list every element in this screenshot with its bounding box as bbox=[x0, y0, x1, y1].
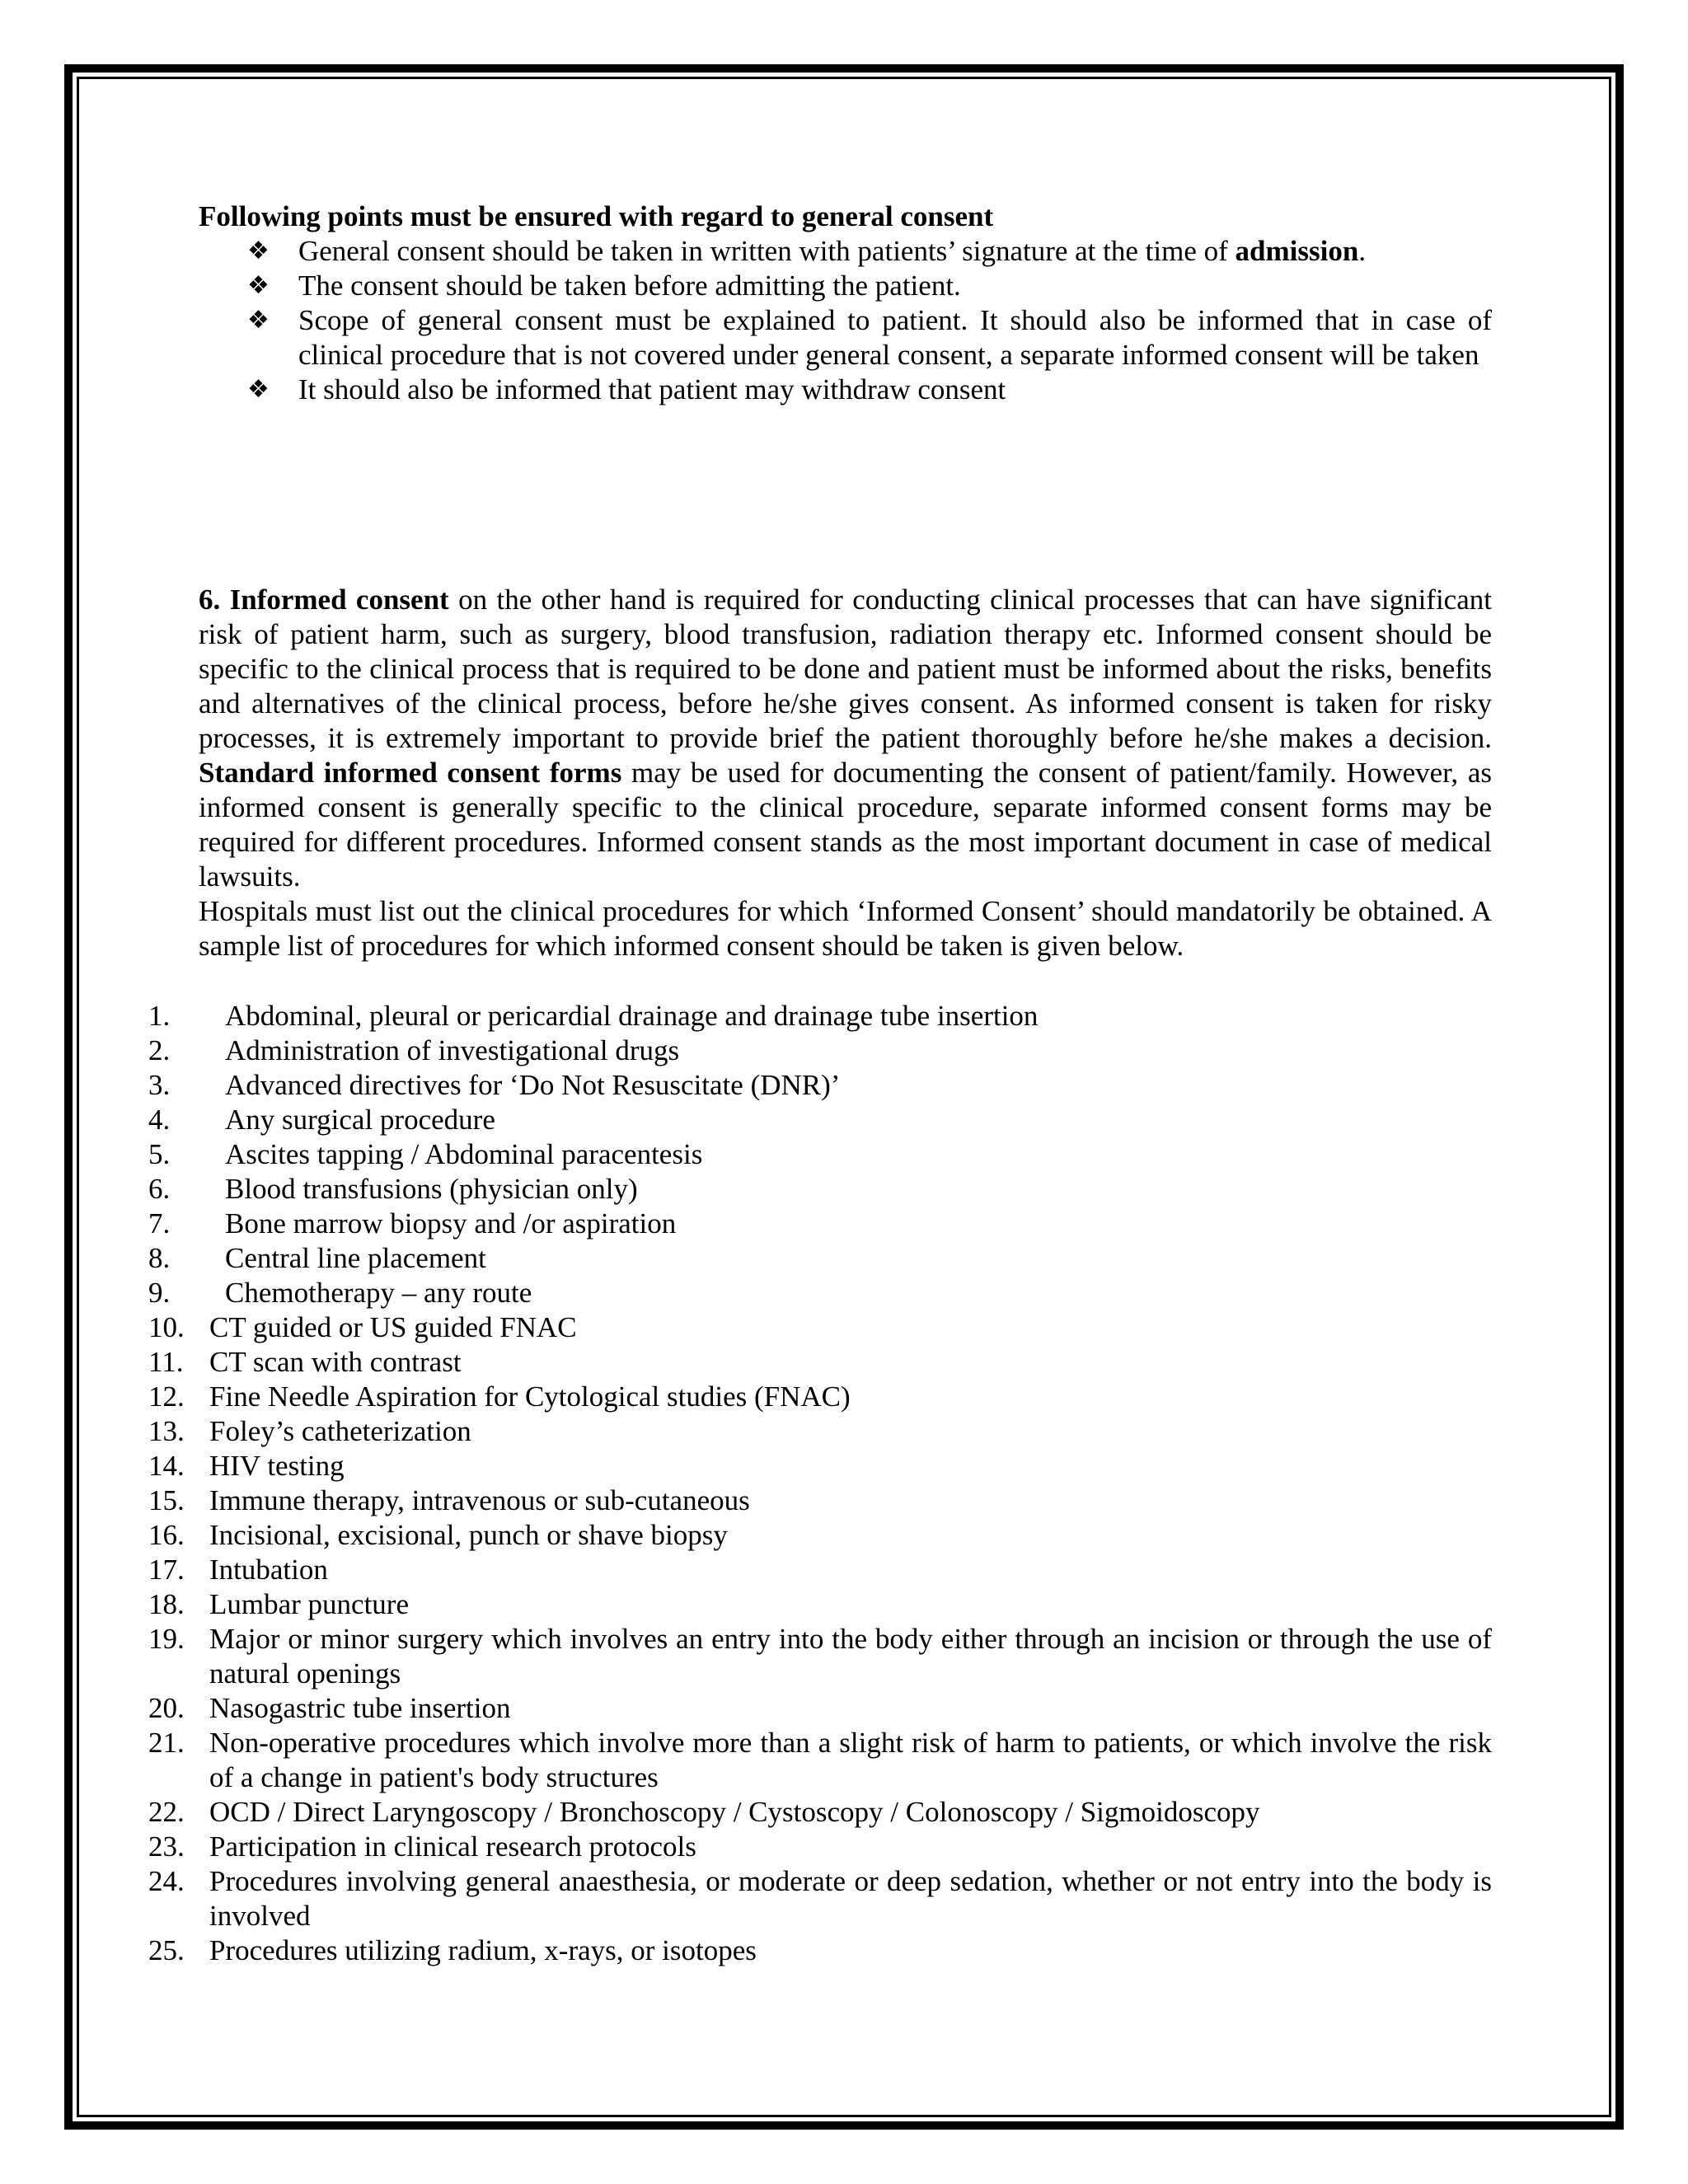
list-item-number: 16. bbox=[148, 1519, 185, 1551]
list-item bbox=[148, 1518, 1492, 1553]
list-item-number: 14. bbox=[148, 1450, 185, 1482]
four-diamond-bullet-icon: ❖ bbox=[247, 306, 270, 335]
list-item-text: Ascites tapping / Abdominal paracentesis bbox=[225, 1138, 703, 1170]
list-item bbox=[148, 1172, 1492, 1207]
list-item-text: CT scan with contrast bbox=[209, 1346, 462, 1378]
list-item-text: Chemotherapy – any route bbox=[225, 1277, 532, 1309]
four-diamond-bullet-icon: ❖ bbox=[247, 237, 270, 265]
list-item-number: 19. bbox=[148, 1623, 185, 1655]
procedures-intro-paragraph: Hospitals must list out the clinical procedures for which ‘Informed Consent’ should mandatorily be obtained. A sample list of procedures for which informed consent should be taken is given below. bbox=[199, 895, 1492, 962]
list-item bbox=[148, 1414, 1492, 1449]
list-item-text: HIV testing bbox=[209, 1450, 345, 1482]
list-item-text: Lumbar puncture bbox=[209, 1588, 409, 1620]
list-item-number: 23. bbox=[148, 1830, 185, 1863]
list-item-number: 3. bbox=[148, 1069, 171, 1101]
list-item-text: Nasogastric tube insertion bbox=[209, 1692, 511, 1724]
list-item-number: 5. bbox=[148, 1138, 171, 1170]
bullet-item: ❖ Scope of general consent must be explained to patient. It should also be informed that in case of clinical procedure that is not covered under general consent, a separate informed consent will be taken bbox=[247, 304, 1492, 371]
list-item-number: 22. bbox=[148, 1796, 185, 1828]
list-item-text: Foley’s catheterization bbox=[209, 1415, 471, 1447]
list-item bbox=[148, 1137, 1492, 1172]
list-item bbox=[148, 1933, 1492, 1968]
list-item-text: Blood transfusions (physician only) bbox=[225, 1173, 638, 1205]
list-item bbox=[148, 1068, 1492, 1103]
list-item-number: 10. bbox=[148, 1311, 185, 1343]
list-item-text: Incisional, excisional, punch or shave biopsy bbox=[209, 1519, 728, 1551]
list-item bbox=[148, 1345, 1492, 1380]
informed-consent-paragraph: 6. Informed consent on the other hand is required for conducting clinical processes that can have significant risk of patient harm, such as surgery, blood transfusion, radiation therapy etc. Informed consent should be specific to the clinical process that is required to be done and patient must be informed about the risks, benefits and alternatives of the clinical process, before he/she gives consent. As informed consent is taken for risky processes, it is extremely important to provide brief the patient thoroughly before he/she makes a decision. Standard informed consent forms may be used for documenting the consent of patient/family. However, as informed consent is generally specific to the clinical procedure, separate informed consent forms may be required for different procedures. Informed consent stands as the most important document in case of medical lawsuits. bbox=[199, 583, 1492, 893]
list-item bbox=[148, 1587, 1492, 1622]
list-item bbox=[148, 1449, 1492, 1483]
list-item-number: 13. bbox=[148, 1415, 185, 1447]
list-item-text: Central line placement bbox=[225, 1242, 486, 1274]
list-item-text: CT guided or US guided FNAC bbox=[209, 1311, 577, 1343]
list-item bbox=[148, 1726, 1492, 1795]
list-item-text: Fine Needle Aspiration for Cytological studies (FNAC) bbox=[209, 1380, 851, 1413]
list-item bbox=[148, 1033, 1492, 1068]
bullet-item: ❖ It should also be informed that patient may withdraw consent bbox=[247, 373, 1006, 405]
informed-consent-heading: 6. Informed consent bbox=[199, 583, 449, 616]
list-item-number: 8. bbox=[148, 1242, 171, 1274]
list-item bbox=[148, 1207, 1492, 1241]
bullet-item: ❖ General consent should be taken in written with patients’ signature at the time of admission. bbox=[247, 235, 1367, 267]
informed-consent-section bbox=[199, 583, 1492, 963]
list-item-number: 1. bbox=[148, 1000, 171, 1032]
general-consent-heading: Following points must be ensured with regard to general consent bbox=[199, 200, 994, 232]
list-item-number: 21. bbox=[148, 1727, 185, 1759]
procedure-list bbox=[148, 999, 1492, 1968]
list-item-number: 20. bbox=[148, 1692, 185, 1724]
list-item bbox=[148, 1864, 1492, 1933]
list-item bbox=[148, 1795, 1492, 1830]
list-item-number: 18. bbox=[148, 1588, 185, 1620]
four-diamond-bullet-icon: ❖ bbox=[247, 375, 270, 404]
list-item-text: Advanced directives for ‘Do Not Resuscitate (DNR)’ bbox=[225, 1069, 841, 1101]
list-item-text: Immune therapy, intravenous or sub-cutaneous bbox=[209, 1484, 750, 1516]
list-item-number: 9. bbox=[148, 1277, 171, 1309]
list-item bbox=[148, 1553, 1492, 1587]
list-item-text: Major or minor surgery which involves an entry into the body either through an incision or through the use of natural openings bbox=[209, 1623, 1492, 1690]
list-item bbox=[148, 1622, 1492, 1691]
list-item-number: 12. bbox=[148, 1380, 185, 1413]
list-item-text: Abdominal, pleural or pericardial drainage and drainage tube insertion bbox=[225, 1000, 1039, 1032]
standard-forms-term: Standard informed consent forms bbox=[199, 757, 622, 789]
list-item-number: 25. bbox=[148, 1934, 185, 1966]
list-item-text: Participation in clinical research protocols bbox=[209, 1830, 696, 1863]
bullet-item: ❖ The consent should be taken before admitting the patient. bbox=[247, 269, 961, 302]
general-consent-bullets bbox=[247, 234, 1492, 407]
list-item-text: Intubation bbox=[209, 1554, 328, 1586]
list-item-number: 7. bbox=[148, 1207, 171, 1240]
four-diamond-bullet-icon: ❖ bbox=[247, 271, 270, 300]
list-item-number: 2. bbox=[148, 1034, 171, 1066]
list-item-number: 6. bbox=[148, 1173, 171, 1205]
list-item-text: OCD / Direct Laryngoscopy / Bronchoscopy / Cystoscopy / Colonoscopy / Sigmoidoscopy bbox=[209, 1796, 1260, 1828]
list-item bbox=[148, 1691, 1492, 1726]
list-item bbox=[148, 1103, 1492, 1137]
list-item-text: Procedures involving general anaesthesia, or moderate or deep sedation, whether or not entry into the body is involved bbox=[209, 1865, 1492, 1932]
list-item bbox=[148, 1241, 1492, 1276]
list-item bbox=[148, 1310, 1492, 1345]
list-item-number: 11. bbox=[148, 1346, 184, 1378]
list-item-text: Any surgical procedure bbox=[225, 1104, 495, 1136]
list-item-number: 4. bbox=[148, 1104, 171, 1136]
list-item-text: Non-operative procedures which involve more than a slight risk of harm to patients, or which involve the risk of a change in patient's body structures bbox=[209, 1727, 1492, 1793]
list-item bbox=[148, 1483, 1492, 1518]
list-item-number: 24. bbox=[148, 1865, 185, 1897]
list-item-text: Administration of investigational drugs bbox=[225, 1034, 680, 1066]
list-item-number: 15. bbox=[148, 1484, 185, 1516]
list-item bbox=[148, 1380, 1492, 1414]
list-item bbox=[148, 1276, 1492, 1310]
list-item-number: 17. bbox=[148, 1554, 185, 1586]
list-item bbox=[148, 999, 1492, 1033]
list-item-text: Procedures utilizing radium, x-rays, or isotopes bbox=[209, 1934, 757, 1966]
list-item-text: Bone marrow biopsy and /or aspiration bbox=[225, 1207, 677, 1240]
list-item bbox=[148, 1830, 1492, 1864]
